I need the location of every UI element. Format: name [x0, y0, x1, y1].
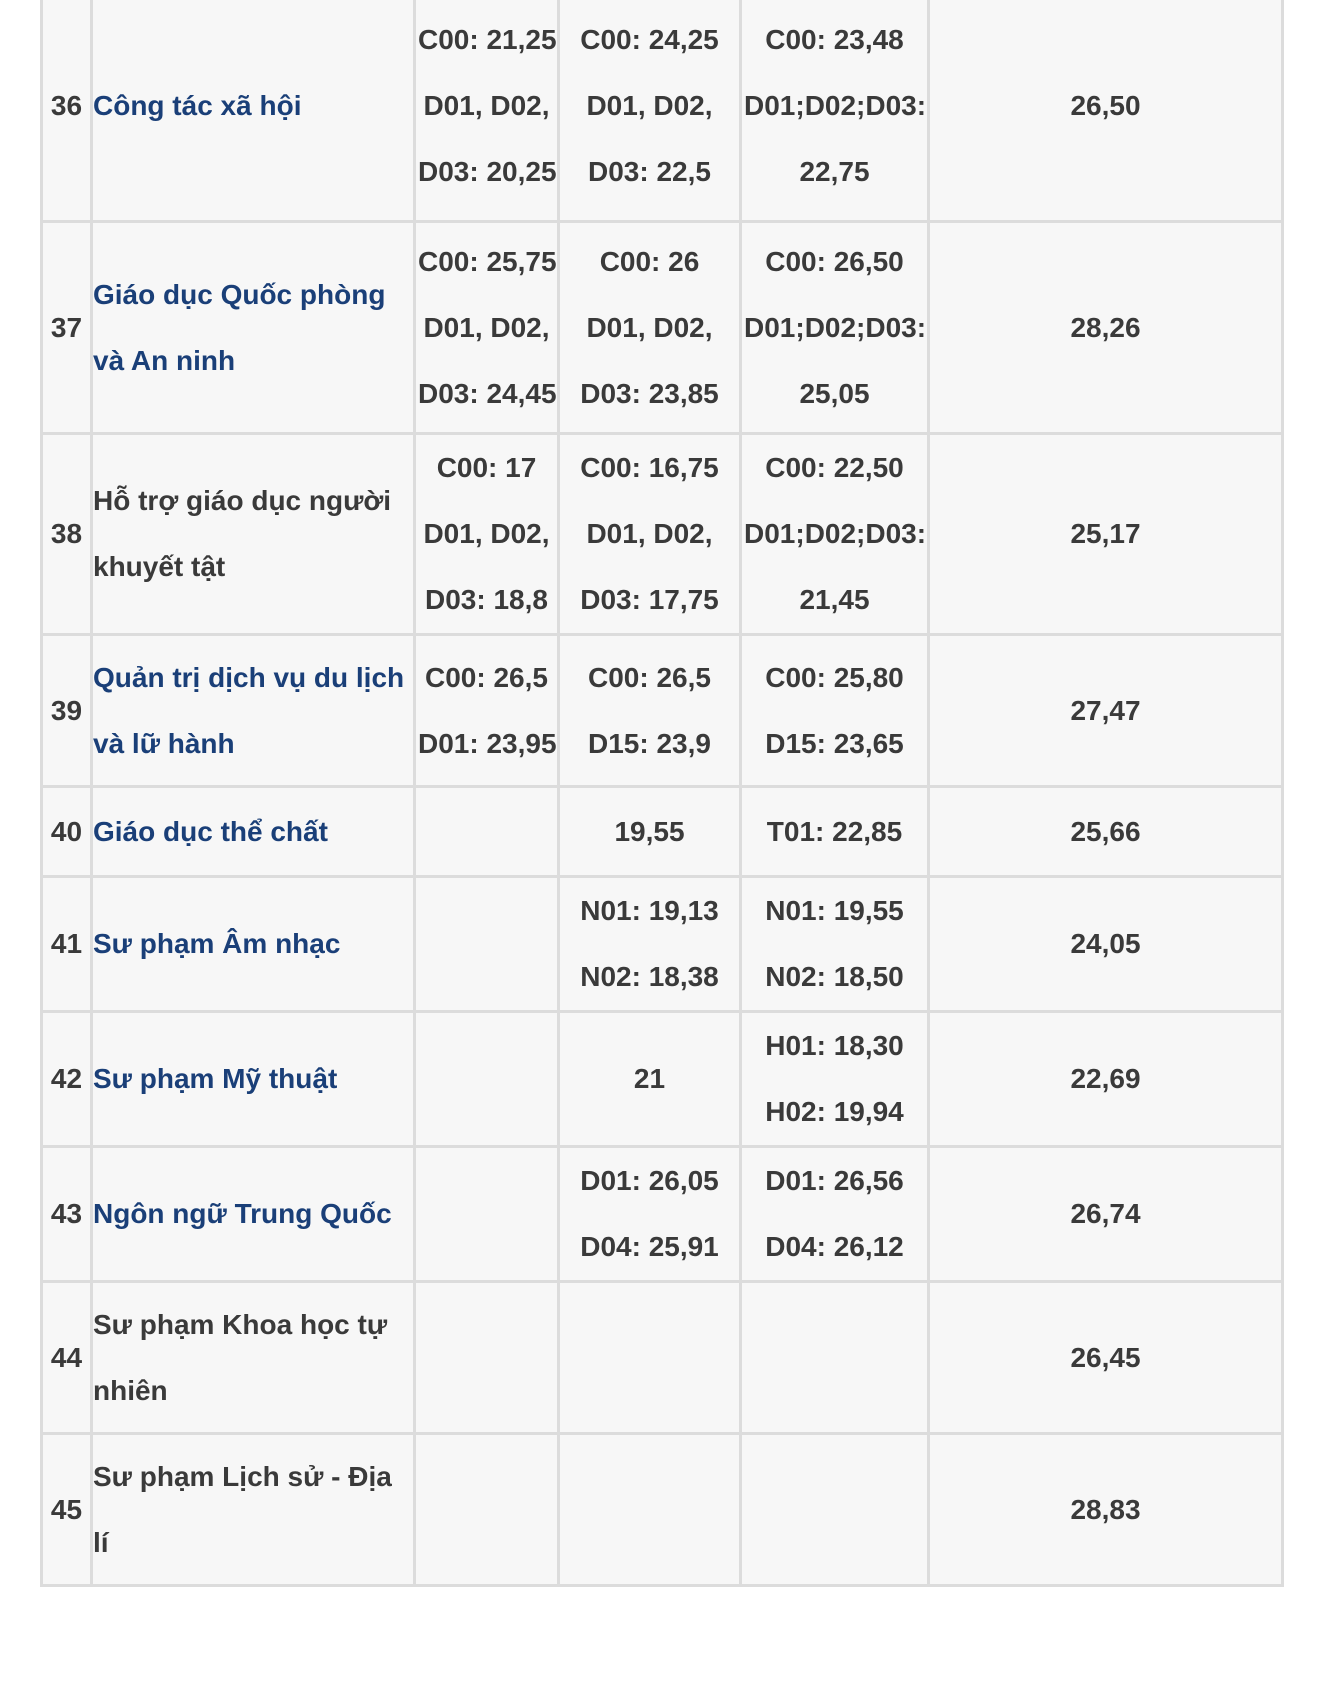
- score-line: D15: 23,65: [765, 727, 904, 759]
- table-row: [40, 1148, 1284, 1283]
- score-cell-y2019: [416, 1435, 560, 1587]
- row-number: 37: [40, 223, 93, 435]
- score-cell-y2019: [416, 788, 560, 878]
- table-row: [40, 1435, 1284, 1587]
- score-line: D01;D02;D03:: [744, 311, 927, 343]
- major-name-link: Giáo dục Quốc phòng: [93, 278, 386, 310]
- score-line: D01, D02,: [423, 311, 550, 343]
- score-cell-y2022: 25,17: [930, 435, 1284, 636]
- score-cell-y2020: [560, 435, 742, 636]
- major-name-cell: [93, 435, 416, 636]
- score-cell-y2021: [742, 788, 930, 878]
- score-cell-y2020: [560, 1283, 742, 1435]
- row-number: 41: [40, 878, 93, 1013]
- score-line: N02: 18,50: [765, 961, 904, 992]
- score-line: 19,55: [614, 815, 685, 847]
- table-row: [40, 878, 1284, 1013]
- score-line: C00: 17: [436, 452, 537, 483]
- score-cell-y2021: [742, 0, 930, 223]
- major-name-link: Giáo dục thể chất: [93, 815, 328, 847]
- score-cell-y2020: [560, 223, 742, 435]
- table-row: [40, 1283, 1284, 1435]
- score-line: 22,75: [799, 156, 870, 187]
- table-row: [40, 0, 1284, 223]
- major-name: khuyết tật: [93, 551, 226, 582]
- score-line: N01: 19,55: [765, 895, 904, 926]
- score-cell-y2020: [560, 1013, 742, 1148]
- major-name: Sư phạm Lịch sử - Địa: [93, 1460, 392, 1492]
- score-line: D01: 26,56: [765, 1165, 904, 1196]
- score-line: D03: 17,75: [580, 584, 719, 615]
- score-line: T01: 22,85: [766, 815, 903, 847]
- row-number: 36: [40, 0, 93, 223]
- score-line: C00: 22,50: [765, 452, 904, 483]
- score-line: D03: 18,8: [425, 584, 548, 615]
- score-line: D01: 23,95: [418, 727, 557, 759]
- major-name-cell[interactable]: [93, 223, 416, 435]
- table-row: [40, 435, 1284, 636]
- major-name: lí: [93, 1526, 109, 1558]
- major-name-link: Sư phạm Âm nhạc: [93, 928, 341, 959]
- score-cell-y2019: [416, 1283, 560, 1435]
- score-line: D01, D02,: [423, 90, 550, 121]
- score-cell-y2019: [416, 435, 560, 636]
- score-cell-y2019: [416, 223, 560, 435]
- major-name-link: Quản trị dịch vụ du lịch: [93, 661, 405, 693]
- score-cell-y2021: [742, 223, 930, 435]
- major-name-link: Công tác xã hội: [93, 90, 302, 121]
- row-number: 38: [40, 435, 93, 636]
- score-line: D01, D02,: [586, 311, 713, 343]
- score-cell-y2022: 26,74: [930, 1148, 1284, 1283]
- score-line: D03: 23,85: [580, 377, 719, 409]
- score-cell-y2020: [560, 788, 742, 878]
- score-line: C00: 26,50: [765, 245, 904, 277]
- major-name-link: Sư phạm Mỹ thuật: [93, 1063, 338, 1094]
- score-line: 21,45: [799, 584, 870, 615]
- row-number: 45: [40, 1435, 93, 1587]
- score-line: C00: 26,5: [588, 661, 711, 693]
- score-line: D01, D02,: [586, 90, 713, 121]
- major-name-cell: [93, 1283, 416, 1435]
- score-cell-y2021: [742, 636, 930, 788]
- major-name-link: Ngôn ngữ Trung Quốc: [93, 1198, 392, 1229]
- score-cell-y2022: 28,26: [930, 223, 1284, 435]
- score-cell-y2020: [560, 1435, 742, 1587]
- score-cell-y2020: [560, 878, 742, 1013]
- score-line: C00: 25,75: [418, 245, 557, 277]
- score-cell-y2021: [742, 1148, 930, 1283]
- score-line: C00: 26: [599, 245, 700, 277]
- table-body: [40, 0, 1284, 1587]
- row-number: 43: [40, 1148, 93, 1283]
- table-row: [40, 223, 1284, 435]
- score-cell-y2020: [560, 0, 742, 223]
- admission-score-table: [40, 0, 1284, 1587]
- score-cell-y2021: [742, 1013, 930, 1148]
- score-line: D04: 26,12: [765, 1231, 904, 1262]
- score-cell-y2022: 27,47: [930, 636, 1284, 788]
- major-name-cell[interactable]: [93, 788, 416, 878]
- score-line: D03: 22,5: [588, 156, 711, 187]
- score-line: D04: 25,91: [580, 1231, 719, 1262]
- row-number: 44: [40, 1283, 93, 1435]
- score-cell-y2022: 24,05: [930, 878, 1284, 1013]
- score-line: N02: 18,38: [580, 961, 719, 992]
- score-line: 25,05: [799, 377, 870, 409]
- score-line: N01: 19,13: [580, 895, 719, 926]
- major-name-link: và An ninh: [93, 344, 236, 376]
- score-cell-y2019: [416, 1013, 560, 1148]
- major-name-cell[interactable]: [93, 636, 416, 788]
- score-line: D03: 20,25: [418, 156, 557, 187]
- score-cell-y2021: [742, 1283, 930, 1435]
- score-cell-y2020: [560, 1148, 742, 1283]
- score-line: D01, D02,: [586, 518, 713, 549]
- score-cell-y2022: 25,66: [930, 788, 1284, 878]
- table-row: [40, 1013, 1284, 1148]
- score-line: C00: 21,25: [418, 24, 557, 55]
- score-line: D01, D02,: [423, 518, 550, 549]
- score-line: C00: 25,80: [765, 661, 904, 693]
- table-row: [40, 636, 1284, 788]
- score-line: D15: 23,9: [588, 727, 711, 759]
- score-cell-y2022: 22,69: [930, 1013, 1284, 1148]
- score-cell-y2021: [742, 878, 930, 1013]
- score-cell-y2022: 26,50: [930, 0, 1284, 223]
- score-line: D03: 24,45: [418, 377, 557, 409]
- major-name: Sư phạm Khoa học tự: [93, 1308, 388, 1340]
- score-line: D01: 26,05: [580, 1165, 719, 1196]
- major-name-link: và lữ hành: [93, 727, 235, 759]
- score-line: D01;D02;D03:: [744, 518, 927, 549]
- score-cell-y2020: [560, 636, 742, 788]
- score-line: H02: 19,94: [765, 1096, 904, 1127]
- row-number: 40: [40, 788, 93, 878]
- major-name-cell[interactable]: [93, 1148, 416, 1283]
- score-cell-y2021: [742, 1435, 930, 1587]
- score-cell-y2019: [416, 878, 560, 1013]
- score-cell-y2019: [416, 1148, 560, 1283]
- major-name-cell: [93, 1435, 416, 1587]
- score-line: D01;D02;D03:: [744, 90, 927, 121]
- score-line: C00: 24,25: [580, 24, 719, 55]
- score-line: C00: 23,48: [765, 24, 904, 55]
- score-cell-y2022: 28,83: [930, 1435, 1284, 1587]
- row-number: 39: [40, 636, 93, 788]
- score-cell-y2021: [742, 435, 930, 636]
- score-cell-y2019: [416, 636, 560, 788]
- major-name: Hỗ trợ giáo dục người: [93, 485, 392, 516]
- score-cell-y2019: [416, 0, 560, 223]
- score-line: C00: 26,5: [425, 661, 548, 693]
- table-row: [40, 788, 1284, 878]
- major-name-cell[interactable]: [93, 1013, 416, 1148]
- score-cell-y2022: 26,45: [930, 1283, 1284, 1435]
- major-name: nhiên: [93, 1374, 168, 1406]
- score-line: 21: [633, 1063, 666, 1094]
- row-number: 42: [40, 1013, 93, 1148]
- score-line: H01: 18,30: [765, 1030, 904, 1061]
- major-name-cell[interactable]: [93, 0, 416, 223]
- major-name-cell[interactable]: [93, 878, 416, 1013]
- score-line: C00: 16,75: [580, 452, 719, 483]
